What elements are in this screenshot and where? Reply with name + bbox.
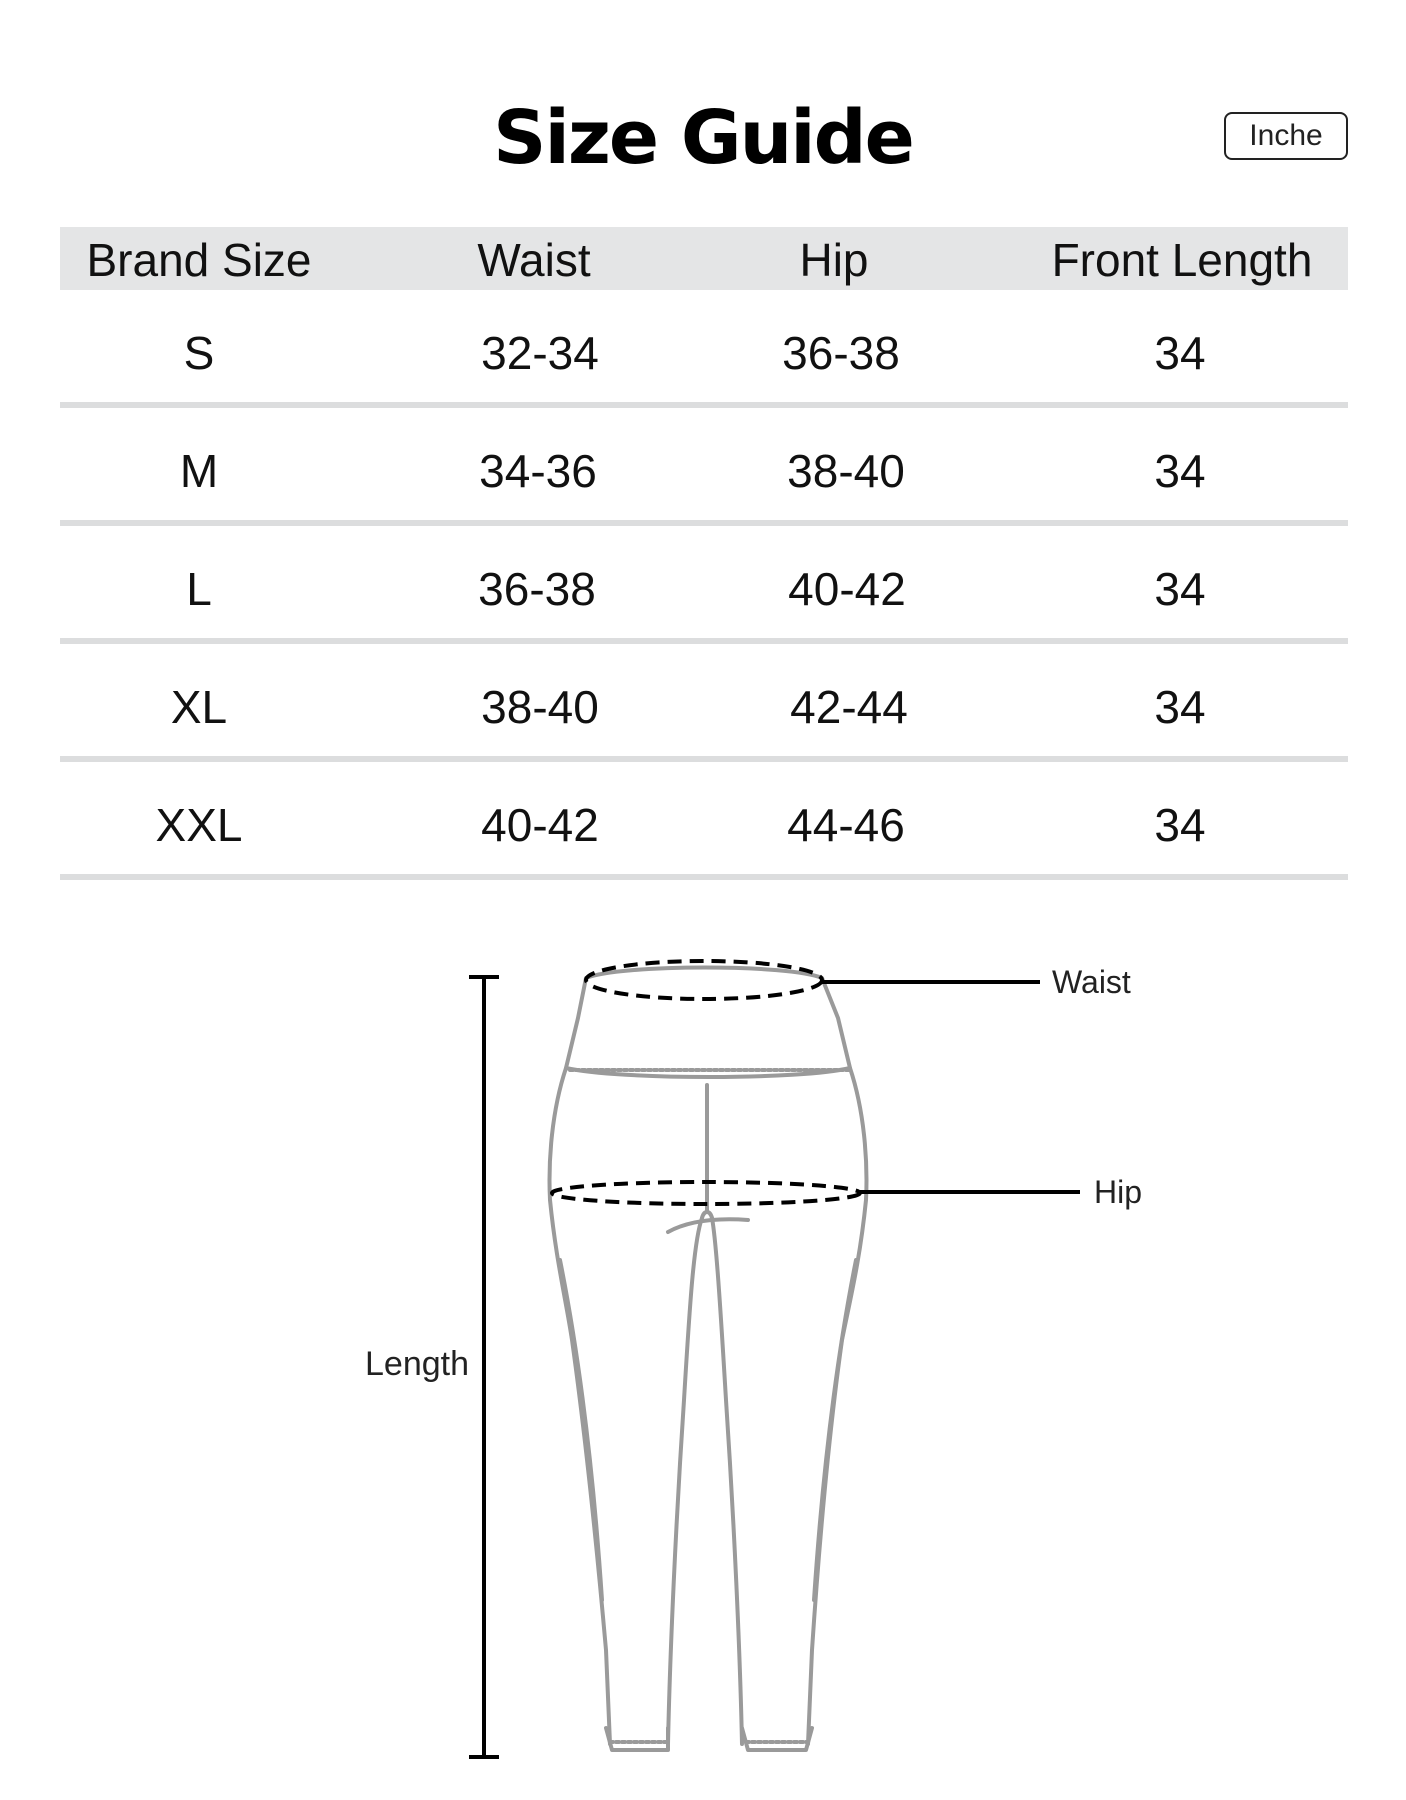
hip-label: Hip	[1094, 1174, 1143, 1210]
length-label: Length	[365, 1345, 469, 1383]
cell-size: S	[183, 327, 215, 379]
cell-front-length: 34	[1154, 445, 1206, 497]
waist-indicator	[586, 961, 1040, 999]
cell-size: M	[179, 445, 219, 497]
cell-front-length: 34	[1154, 563, 1206, 615]
cell-hip: 42-44	[790, 681, 908, 733]
cell-front-length: 34	[1154, 327, 1206, 379]
cell-hip: 38-40	[787, 445, 905, 497]
header-hip: Hip	[799, 234, 869, 286]
cell-hip: 36-38	[782, 327, 900, 379]
cell-size: L	[186, 563, 212, 615]
page-title: Size Guide	[493, 95, 913, 181]
cell-waist: 32-34	[481, 327, 599, 379]
cell-hip: 44-46	[787, 799, 905, 851]
cell-front-length: 34	[1154, 799, 1206, 851]
header-waist: Waist	[477, 234, 591, 286]
cell-waist: 36-38	[478, 563, 596, 615]
cell-size: XXL	[155, 799, 243, 851]
cell-front-length: 34	[1154, 681, 1206, 733]
leggings-icon	[550, 968, 867, 1751]
length-indicator	[469, 977, 499, 1757]
cell-size: XL	[170, 681, 228, 733]
cell-waist: 38-40	[481, 681, 599, 733]
header-brand-size: Brand Size	[86, 234, 312, 286]
unit-toggle-button[interactable]: Inche	[1224, 112, 1348, 160]
cell-waist: 34-36	[479, 445, 597, 497]
cell-hip: 40-42	[788, 563, 906, 615]
hip-indicator	[552, 1182, 1080, 1204]
cell-waist: 40-42	[481, 799, 599, 851]
waist-label: Waist	[1052, 964, 1131, 1000]
header-front-length: Front Length	[1051, 234, 1313, 286]
